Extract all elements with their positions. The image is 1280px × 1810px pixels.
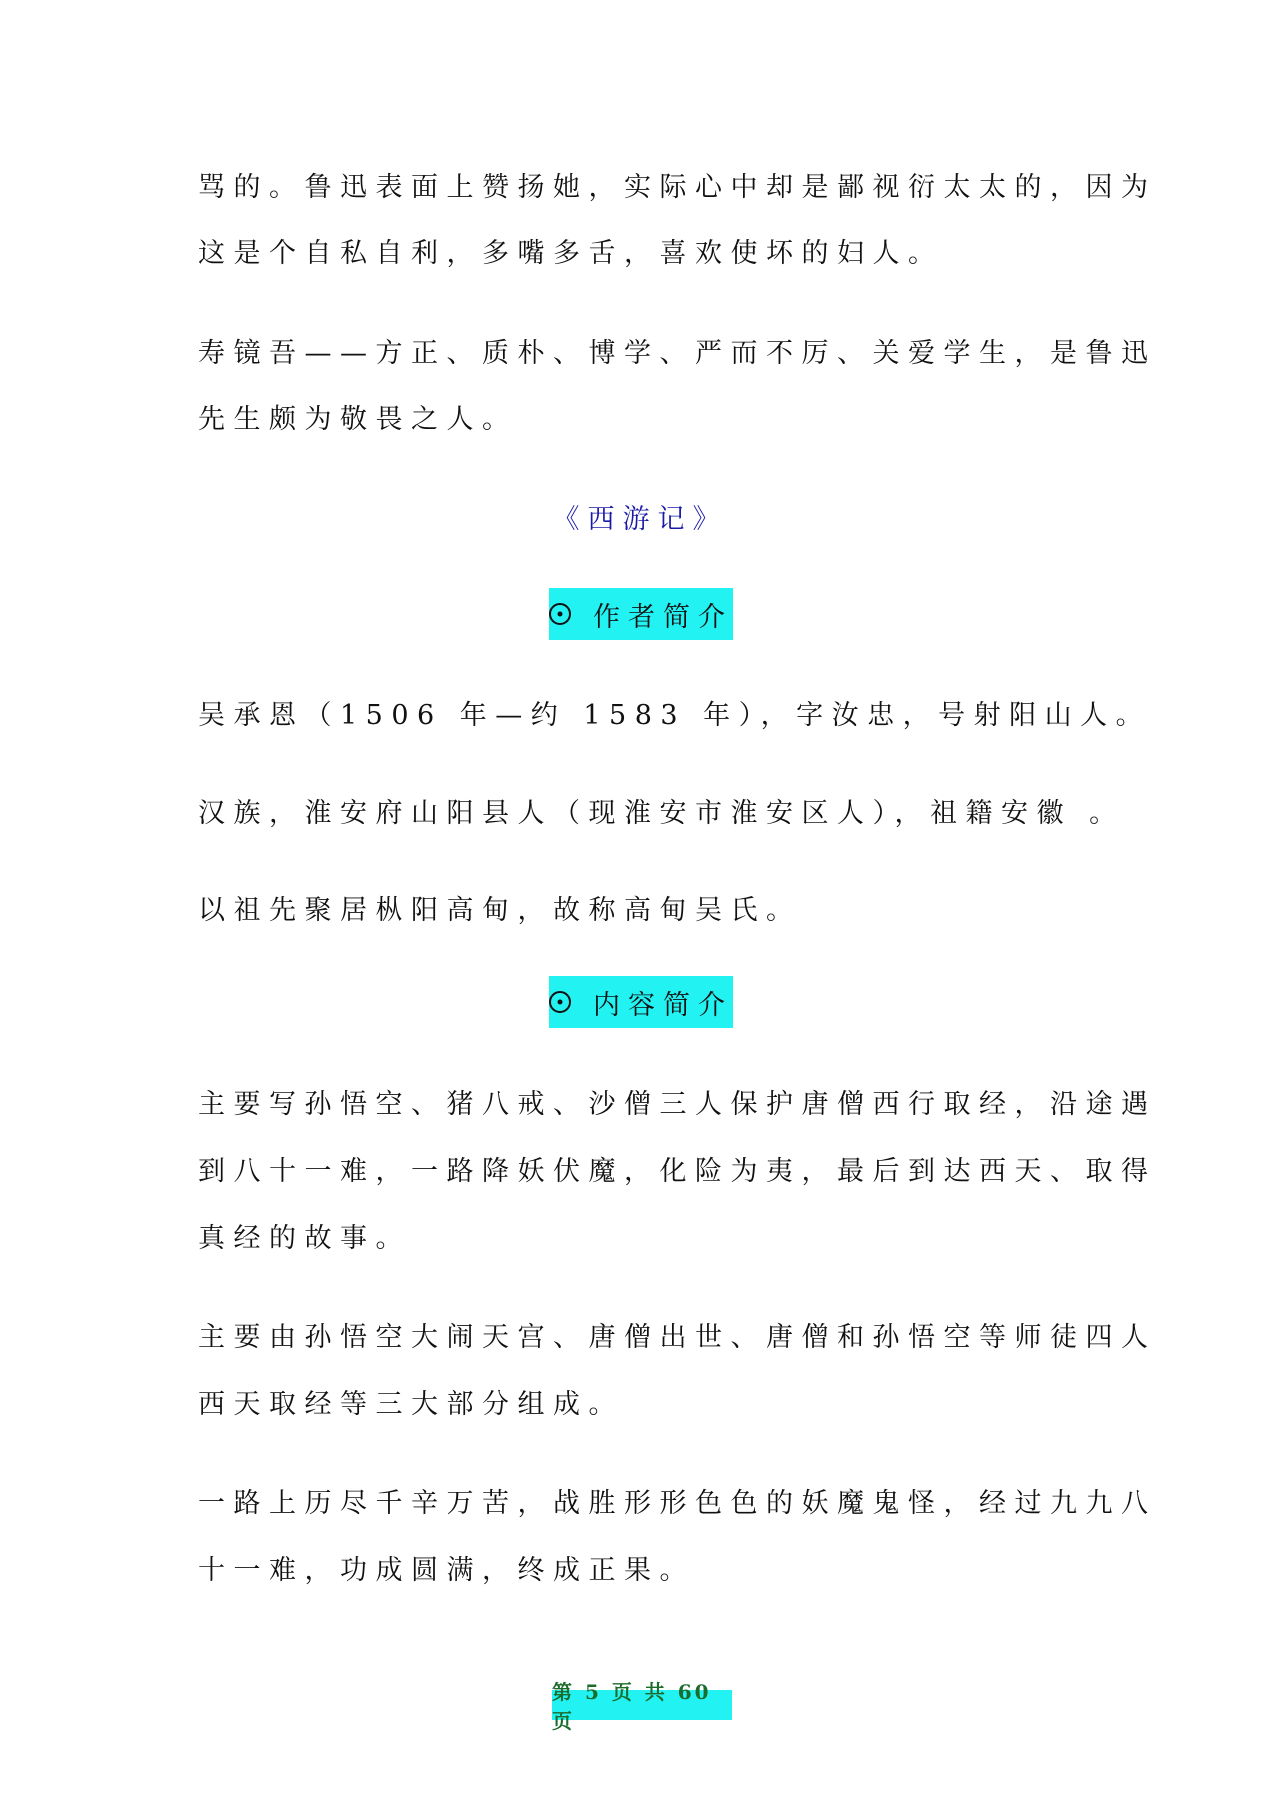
circle-dot-icon [549, 603, 571, 625]
paragraph-line: 真经的故事。 [198, 1223, 411, 1254]
paragraph-line: 寿镜吾——方正、质朴、博学、严而不厉、关爱学生，是鲁迅 [198, 338, 1157, 369]
paragraph-line: 以祖先聚居枞阳高甸，故称高甸吴氏。 [198, 895, 802, 926]
paragraph-line: 主要由孙悟空大闹天宫、唐僧出世、唐僧和孙悟空等师徒四人 [198, 1322, 1157, 1353]
page-number-footer: 第 5 页 共 60 页 [552, 1690, 732, 1720]
paragraph-line: 西天取经等三大部分组成。 [198, 1389, 624, 1420]
paragraph-line: 先生颇为敬畏之人。 [198, 404, 518, 435]
paragraph-line: 骂的。鲁迅表面上赞扬她，实际心中却是鄙视衍太太的，因为 [198, 172, 1157, 203]
book-title: 《西游记》 [552, 504, 728, 535]
paragraph-line: 主要写孙悟空、猪八戒、沙僧三人保护唐僧西行取经，沿途遇 [198, 1089, 1157, 1120]
paragraph-line: 一路上历尽千辛万苦，战胜形形色色的妖魔鬼怪，经过九九八 [198, 1488, 1157, 1519]
paragraph-line: 十一难，功成圆满，终成正果。 [198, 1555, 695, 1586]
paragraph-line: 汉族，淮安府山阳县人（现淮安市淮安区人），祖籍安徽 。 [198, 798, 1125, 829]
content-section-heading [549, 976, 733, 1028]
content-heading-label: 内容简介 [593, 989, 733, 1021]
circle-dot-icon [549, 991, 571, 1013]
paragraph-line: 这是个自私自利，多嘴多舌，喜欢使坏的妇人。 [198, 238, 944, 269]
author-section-heading [549, 588, 733, 640]
paragraph-line: 吴承恩（1506 年—约 1583 年），字汝忠，号射阳山人。 [198, 700, 1152, 731]
paragraph-line: 到八十一难，一路降妖伏魔，化险为夷，最后到达西天、取得 [198, 1156, 1157, 1187]
author-heading-label: 作者简介 [593, 601, 733, 633]
